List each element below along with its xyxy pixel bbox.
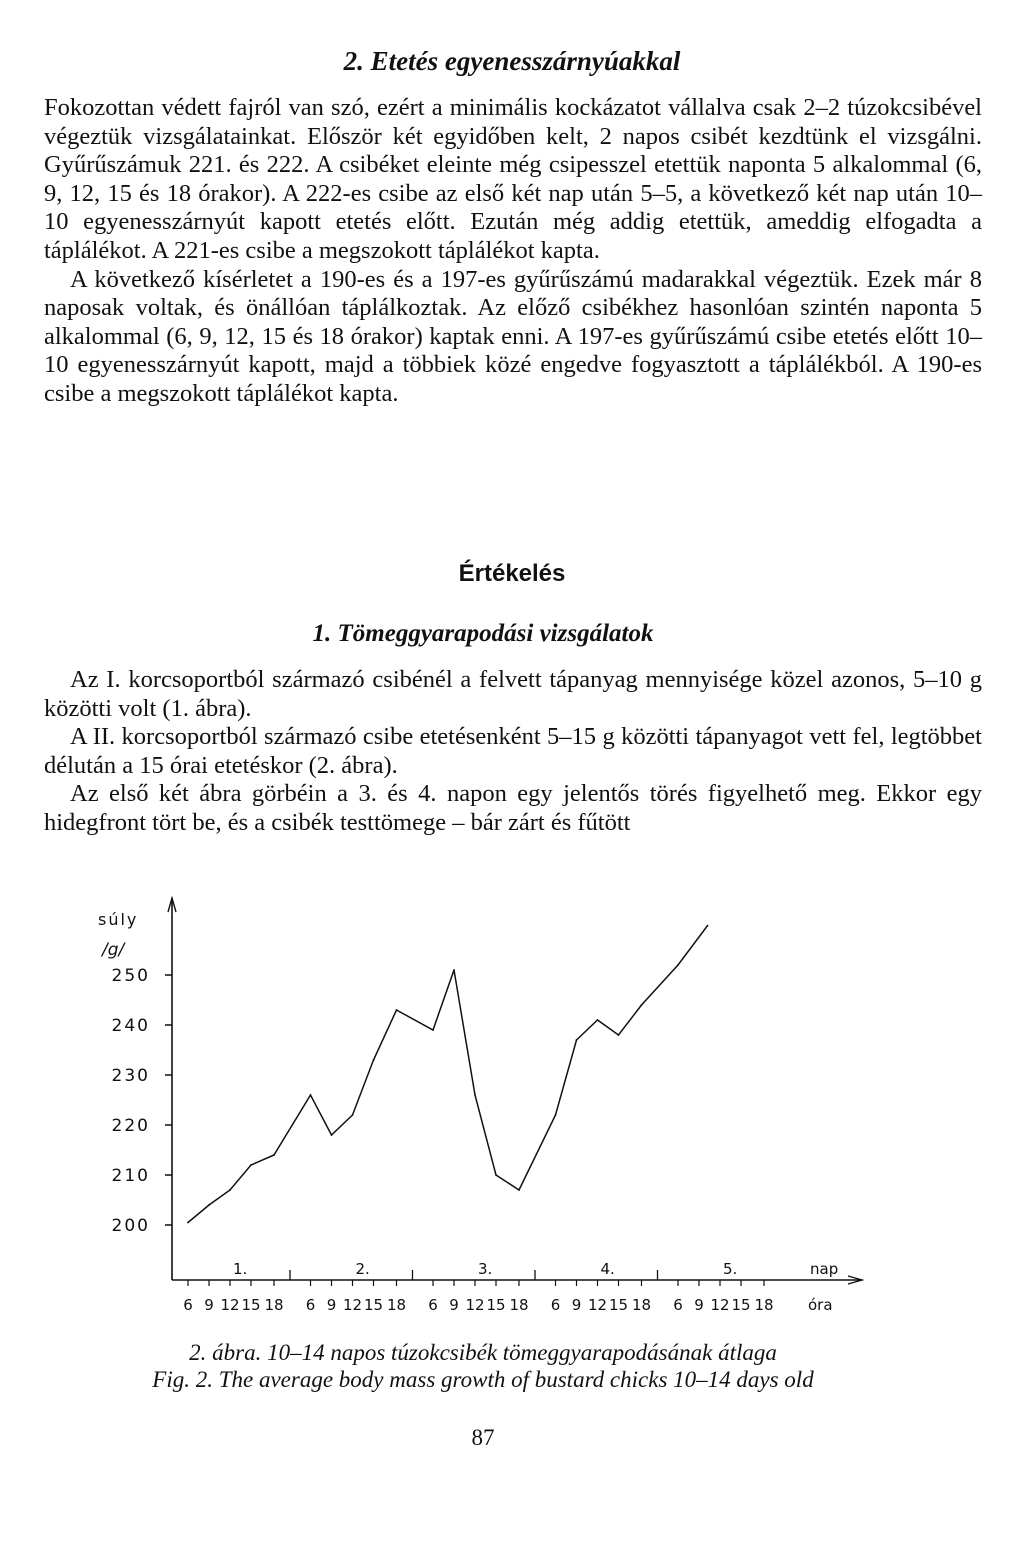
hour-tick-label: 15 xyxy=(731,1296,751,1314)
hour-axis-label: óra xyxy=(808,1296,833,1314)
data-point xyxy=(352,1114,354,1116)
y-axis-label: súly xyxy=(98,910,139,929)
day-label: 5. xyxy=(723,1260,738,1278)
y-tick-label: 250 xyxy=(111,966,150,986)
day-axis-label: nap xyxy=(810,1260,839,1278)
data-point xyxy=(432,1029,434,1031)
hour-tick-label: 15 xyxy=(363,1296,384,1314)
y-tick-label: 210 xyxy=(111,1166,150,1186)
body-text-block-1 xyxy=(44,94,982,409)
figure xyxy=(0,880,1024,1330)
paragraph: Az I. korcsoportból származó csibénél a felvett tápanyag mennyisége közel azonos, 5–10 g közötti volt (1. ábra). xyxy=(44,666,982,722)
hour-tick-label: 6 xyxy=(305,1296,316,1314)
hour-tick-label: 9 xyxy=(449,1296,459,1314)
paragraph: Fokozottan védett fajról van szó, ezért a minimális kockázatot vállalva csak 2–2 túzokcsibével végeztük vizsgálatainkat. Először két egyidőben kelt, 2 napos csibét kezdtünk el vizsgálni. Gyűrűszámuk 221. és 222. A csibéket eleinte még csipesszel etettük naponta 5 alkalommal (6, 9, 12, 15 és 18 órakor). A 222-es csibe az első két nap után 5–5, a következő két nap után 10–10 egyenesszárnyút kapott etetés előtt. Ezután még addig etettük, ameddig elfogadta a táplálékot. A 221-es csibe a megszokott táplálékot kapta. xyxy=(44,94,982,264)
data-point xyxy=(229,1189,231,1191)
y-tick-label: 230 xyxy=(111,1066,150,1086)
paragraph: A II. korcsoportból származó csibe etetésenként 5–15 g közötti tápanyagot vett fel, legtöbbet délután a 15 órai etetéskor (2. ábra). xyxy=(44,723,982,779)
data-point xyxy=(310,1094,312,1096)
hour-tick-label: 9 xyxy=(326,1296,337,1314)
day-label: 2. xyxy=(355,1260,370,1278)
data-point xyxy=(555,1114,557,1116)
hour-tick-label: 12 xyxy=(587,1296,608,1314)
paragraph: A következő kísérletet a 190-es és a 197-es gyűrűszámú madarakkal végeztük. Ezek már 8 naposak voltak, és önállóan táplálkoztak. Az előző csibékhez hasonlóan szintén naponta 5 alkalommal (6, 9, 12, 15 és 18 órakor) kaptak enni. A 197-es gyűrűszámú csibe etetés előtt 10–10 egyenesszárnyút kapott, majd a többiek közé engedve fogyasztott a táplálékból. A 190-es csibe a megszokott táplálékot kapta. xyxy=(44,265,982,407)
figure-caption-hungarian: 2. ábra. 10–14 napos túzokcsibék tömeggyarapodásának átlaga xyxy=(189,1340,777,1365)
hour-tick-label: 9 xyxy=(204,1296,214,1314)
hour-tick-label: 6 xyxy=(550,1296,561,1314)
subsection-heading: 1. Tömeggyarapodási vizsgálatok xyxy=(312,620,654,647)
data-point xyxy=(373,1059,375,1061)
hour-tick-label: 6 xyxy=(183,1296,193,1314)
hour-tick-label: 15 xyxy=(241,1296,261,1314)
hour-tick-label: 12 xyxy=(220,1296,240,1314)
data-line xyxy=(188,925,708,1223)
hour-tick-label: 18 xyxy=(754,1296,774,1314)
data-point xyxy=(641,1004,643,1006)
hour-tick-label: 12 xyxy=(710,1296,730,1314)
hour-tick-label: 12 xyxy=(342,1296,363,1314)
y-tick-label: 200 xyxy=(111,1216,150,1236)
y-tick-label: 240 xyxy=(111,1016,150,1036)
hour-tick-label: 6 xyxy=(428,1296,438,1314)
data-point xyxy=(474,1094,476,1096)
line-chart xyxy=(0,880,1024,1330)
hour-tick-label: 15 xyxy=(608,1296,629,1314)
paragraph: Az első két ábra görbéin a 3. és 4. napon egy jelentős törés figyelhető meg. Ekkor egy hidegfront tört be, és a csibék testtömege – bár zárt és fűtött xyxy=(44,780,982,836)
hour-tick-label: 18 xyxy=(386,1296,407,1314)
hour-tick-label: 18 xyxy=(264,1296,284,1314)
data-point xyxy=(518,1189,520,1191)
hour-tick-label: 12 xyxy=(465,1296,485,1314)
data-point xyxy=(250,1164,252,1166)
figure-caption-english: Fig. 2. The average body mass growth of bustard chicks 10–14 days old xyxy=(152,1367,814,1392)
y-axis-unit: /g/ xyxy=(102,940,125,960)
data-point xyxy=(187,1222,189,1224)
hour-tick-label: 9 xyxy=(694,1296,704,1314)
day-label: 3. xyxy=(478,1260,493,1278)
section-title: 2. Etetés egyenesszárnyúakkal xyxy=(343,46,681,76)
hour-tick-label: 18 xyxy=(509,1296,529,1314)
data-point xyxy=(208,1204,210,1206)
data-point xyxy=(618,1034,620,1036)
data-point xyxy=(576,1039,578,1041)
hour-tick-label: 9 xyxy=(571,1296,582,1314)
data-point xyxy=(495,1174,497,1176)
data-point xyxy=(453,969,455,971)
data-point xyxy=(331,1134,333,1136)
section-heading: Értékelés xyxy=(458,560,566,587)
page-number: 87 xyxy=(471,1425,495,1450)
y-tick-label: 220 xyxy=(111,1116,150,1136)
day-label: 4. xyxy=(600,1260,615,1278)
body-text-block-2 xyxy=(44,666,982,838)
data-point xyxy=(677,964,679,966)
hour-tick-label: 18 xyxy=(631,1296,652,1314)
hour-tick-label: 6 xyxy=(673,1296,683,1314)
data-point xyxy=(273,1154,275,1156)
day-label: 1. xyxy=(233,1260,248,1278)
data-point xyxy=(396,1009,398,1011)
hour-tick-label: 15 xyxy=(486,1296,506,1314)
data-point xyxy=(597,1019,599,1021)
